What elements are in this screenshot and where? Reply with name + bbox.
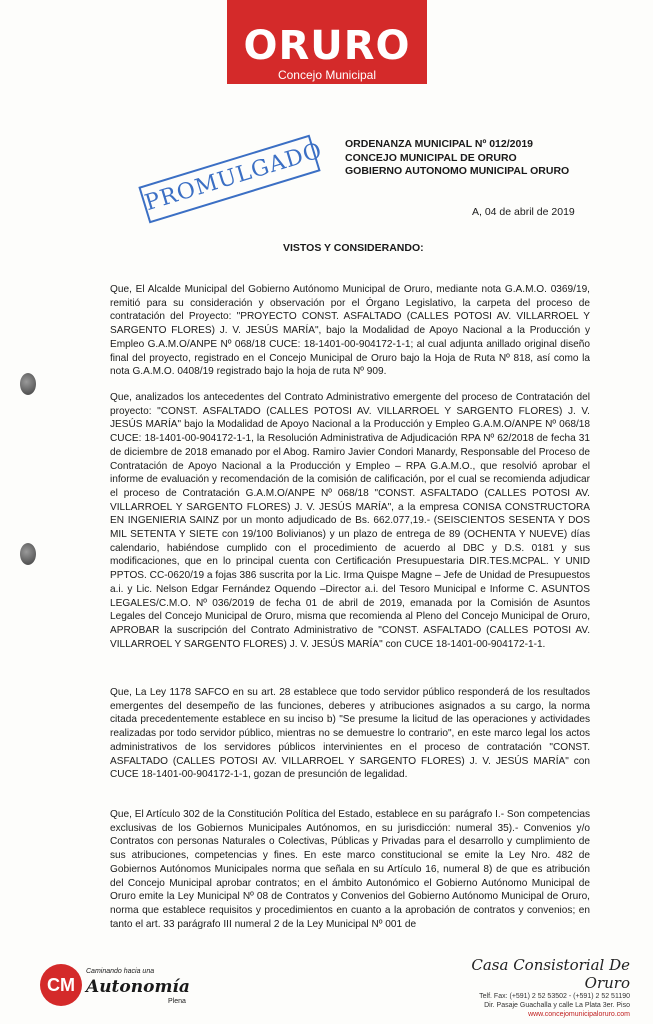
ordinance-number: ORDENANZA MUNICIPAL Nº 012/2019 [345,138,534,150]
government-name: GOBIERNO AUTONOMO MUNICIPAL ORURO [345,165,570,177]
punch-hole [20,373,36,395]
cm-logo: CM [40,964,82,1006]
footer-plena: Plena [168,998,186,1005]
footer-address: Dir. Pasaje Guachalla y calle La Plata 3er. Piso [484,1002,630,1009]
document-date: A, 04 de abril de 2019 [472,206,575,218]
document-header [345,138,569,179]
promulgado-stamp: PROMULGADO [138,135,320,224]
footer-phone: Telf. Fax: (+591) 2 52 53502 - (+591) 2 52 51190 [479,993,630,1000]
paragraph-4: Que, El Artículo 302 de la Constitución Política del Estado, establece en su parágrafo I.- Son competencias exclusivas de los Gobiernos Municipales Autónomos, en su jurisdicción: numeral 35).- Convenios y/o Contratos con personas Naturales o Colectivas, Públicas y Privadas para el desarrollo y cumplimiento de sus atribuciones, competencias y fines. En este marco constitucional se emite la Ley Nro. 482 de Gobiernos Autónomos Municipales norma que señala en su Artículo 16, numeral 8) de que es atribución del Concejo Municipal aprobar contratos; en el ámbito Autonómico el Gobierno Autónomo Municipal de Oruro emite la Ley Municipal Nº 08 de Contratos y Convenios del Gobierno Autónomo Municipal de Oruro, norma que establece requisitos y procedimientos en cuanto a la aprobación de contratos y convenios; en tanto el art. 33 parágrafo III numeral 2 de la Ley Municipal Nº 001 de [110,809,590,930]
footer-casa: Casa Consistorial De Oruro [471,956,630,992]
oruro-logo [227,0,427,84]
paragraph-2: Que, analizados los antecedentes del Contrato Administrativo emergente del proceso de Contratación del proyecto: "CONST. ASFALTADO (CALLES POTOSI AV. VILLARROEL Y SARGENTO FLORES) J. V. JESÚS MARÍA" bajo la Modalidad de Apoyo Nacional a la Producción y Empleo G.A.M.O/ANPE Nº 068/18 CUCE: 18-1401-00-904172-1-1, la Resolución Administrativa de Adjudicación RPA Nº 62/2018 de fecha 31 de diciembre de 2018 emanado por el Abog. Ramiro Javier Condori Manardy, Responsable del Proceso de Contratación de Apoyo Nacional a la Producción y Empleo – RPA G.A.M.O., que resolvió aprobar el informe de evaluación y recomendación de la comisión de calificación, por el cual se recomienda adjudicar el proceso de Contratación G.A.M.O/ANPE Nº 068/18 "CONST. ASFALTADO (CALLES POTOSI AV. VILLARROEL Y SARGENTO FLORES) J. V. JESÚS MARÍA", a la empresa CONISA CONSTRUCTORA EN INGENIERIA SAINZ por un monto adjudicado de Bs. 662.077,19.- (SEISCIENTOS SESENTA Y DOS MIL SETENTA Y SIETE con 19/100 Bolivianos) y un plazo de entrega de 89 (OCHENTA Y NUEVE) días calendario, habiéndose cumplido con el procedimiento de acuerdo al DBC y D.S. 0181 y sus modificaciones, que en lo principal cuenta con Certificación Presupuestaria DIR.TES.MCPAL. Y UNID PPTOS. CC-0620/19 a fojas 386 suscrita por la Lic. Irma Quispe Magne – Jefe de Unidad de Presupuestos a.i. y Lic. Nelson Edgar Fernández Oquendo –Director a.i. del Tesoro Municipal e Informe C. ASUNTOS LEGALES/C.M.O. Nº 036/2019 de fecha 01 de abril de 2019, emanada por la Comisión de Asuntos Legales del Concejo Municipal de Oruro, misma que recomienda al Pleno del Concejo Municipal de Oruro, APROBAR la suscripción del Contrato Administrativo de "CONST. ASFALTADO (CALLES POTOSI AV. VILLARROEL Y SARGENTO FLORES) J. V. JESÚS MARÍA" con CUCE 18-1401-00-904172-1-1. [110,392,590,650]
logo-word: ORURO [243,23,411,69]
footer-contact [430,956,630,1019]
footer-brand: Autonomía [86,977,190,997]
logo-subtitle: Concejo Municipal [277,68,377,82]
section-title: VISTOS Y CONSIDERANDO: [283,242,424,254]
footer-autonomia-logo [40,964,240,1012]
paragraph-1: Que, El Alcalde Municipal del Gobierno Autónomo Municipal de Oruro, mediante nota G.A.M.O. 0369/19, remitió para su consideración y observación por el Órgano Legislativo, la carpeta del proceso de contratación del Proyecto: "PROYECTO CONST. ASFALTADO (CALLES POTOSI AV. VILLARROEL Y SARGENTO FLORES) J. V. JESÚS MARÍA", bajo la Modalidad de Apoyo Nacional a la Producción y Empleo G.A.M.O/ANPE Nº 068/18 CUCE: 18-1401-00-904172-1-1; al cual adjunta anillado original diseño final del proyecto, registrado en el Concejo Municipal de Oruro bajo la Hoja de Ruta Nº 818, así como la nota G.A.M.O. 0408/19 registrado bajo la hoja de ruta Nº 909. [110,284,590,378]
footer-tagline: Caminando hacia una [86,968,155,975]
footer-website: www.concejomunicipaloruro.com [528,1011,630,1018]
punch-hole [20,543,36,565]
council-name: CONCEJO MUNICIPAL DE ORURO [345,151,517,164]
paragraph-3: Que, La Ley 1178 SAFCO en su art. 28 establece que todo servidor público responderá de los resultados emergentes del desempeño de las funciones, deberes y atribuciones asignados a su cargo, la norma citada precedentemente establece en su inciso b) "Se presume la licitud de las operaciones y actividades realizadas por todo servidor público, mientras no se demuestre lo contrario", en este marco legal los actos administrativos de los servidores públicos intervinientes en el proceso de contratación "CONST. ASFALTADO (CALLES POTOSI AV. VILLARROEL Y SARGENTO FLORES) J. V. JESÚS MARÍA" con CUCE 18-1401-00-904172-1-1, gozan de presunción de legalidad. [110,687,590,781]
